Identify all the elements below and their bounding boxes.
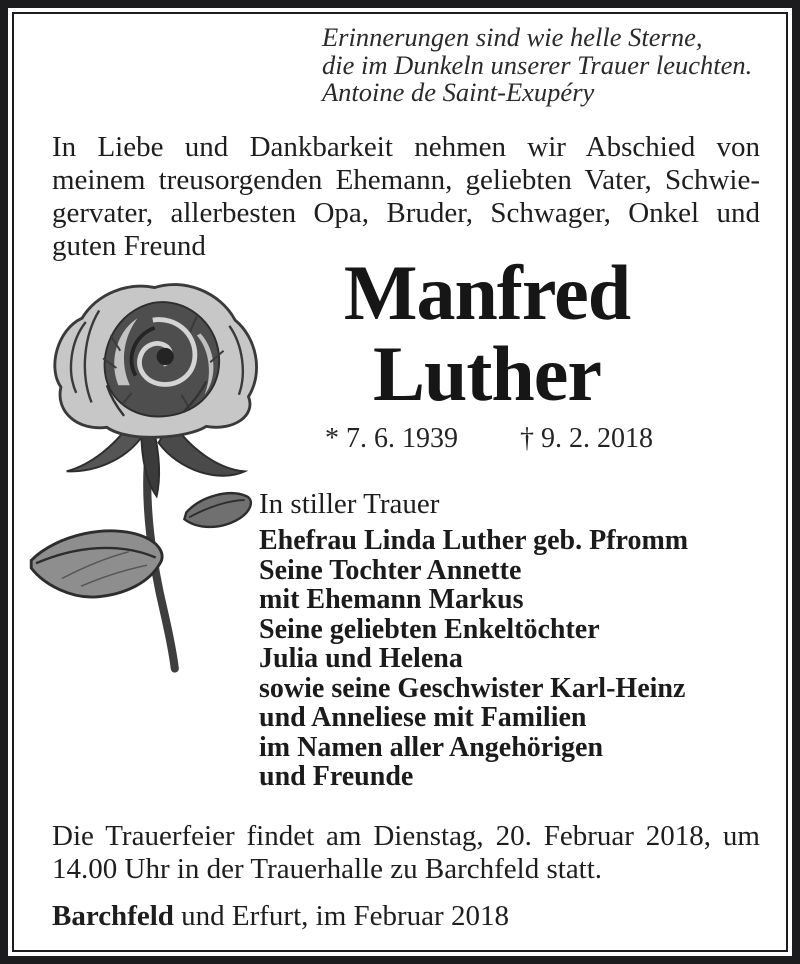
dateline-city: Barchfeld	[52, 900, 174, 932]
quote-line-1: Erinnerungen sind wie helle Sterne,	[322, 22, 703, 52]
memorial-quote	[322, 24, 762, 107]
family-line: Julia und Helena	[259, 643, 463, 674]
intro-paragraph	[52, 131, 760, 263]
funeral-line: 14.00 Uhr in der Trauerhalle zu Barchfeld statt.	[52, 853, 603, 885]
family-line: und Anneliese mit Familien	[259, 702, 587, 733]
rose-icon	[28, 278, 268, 680]
family-line: im Namen aller Angehörigen	[259, 731, 604, 763]
life-dates	[325, 424, 653, 454]
family-line: sowie seine Geschwister Karl-Heinz	[259, 672, 686, 704]
deceased-last-name: Luther	[373, 330, 601, 417]
family-line: Ehefrau Linda Luther geb. Pfromm	[259, 525, 689, 556]
mourning-family-list	[259, 526, 739, 792]
dateline-rest: und Erfurt, im Februar 2018	[173, 900, 509, 932]
quote-line-2: die im Dunkeln unserer Trauer leuchten.	[322, 49, 753, 80]
family-line: mit Ehemann Markus	[259, 584, 524, 615]
family-line: Seine Tochter Annette	[259, 554, 522, 586]
intro-line: In Liebe und Dankbarkeit nehmen wir Abschied von	[52, 131, 760, 163]
funeral-notice	[52, 820, 760, 886]
intro-line: gervater, allerbesten Opa, Bruder, Schwager, Onkel und	[52, 197, 760, 229]
funeral-line: Die Trauerfeier findet am Dienstag, 20. Februar 2018, um	[52, 820, 760, 852]
deceased-first-name: Manfred	[343, 249, 631, 336]
family-line: Seine geliebten Enkeltöchter	[259, 613, 600, 645]
quote-attribution: Antoine de Saint-Exupéry	[322, 77, 595, 107]
deceased-name	[267, 249, 707, 417]
family-line: und Freunde	[259, 761, 414, 792]
intro-line: guten Freund	[52, 230, 206, 262]
mourning-heading: In stiller Trauer	[259, 488, 440, 520]
dateline	[52, 900, 760, 933]
death-date: † 9. 2. 2018	[520, 423, 653, 454]
birth-date: * 7. 6. 1939	[325, 423, 458, 454]
intro-line: meinem treusorgenden Ehemann, geliebten Vater, Schwie-	[52, 164, 760, 196]
